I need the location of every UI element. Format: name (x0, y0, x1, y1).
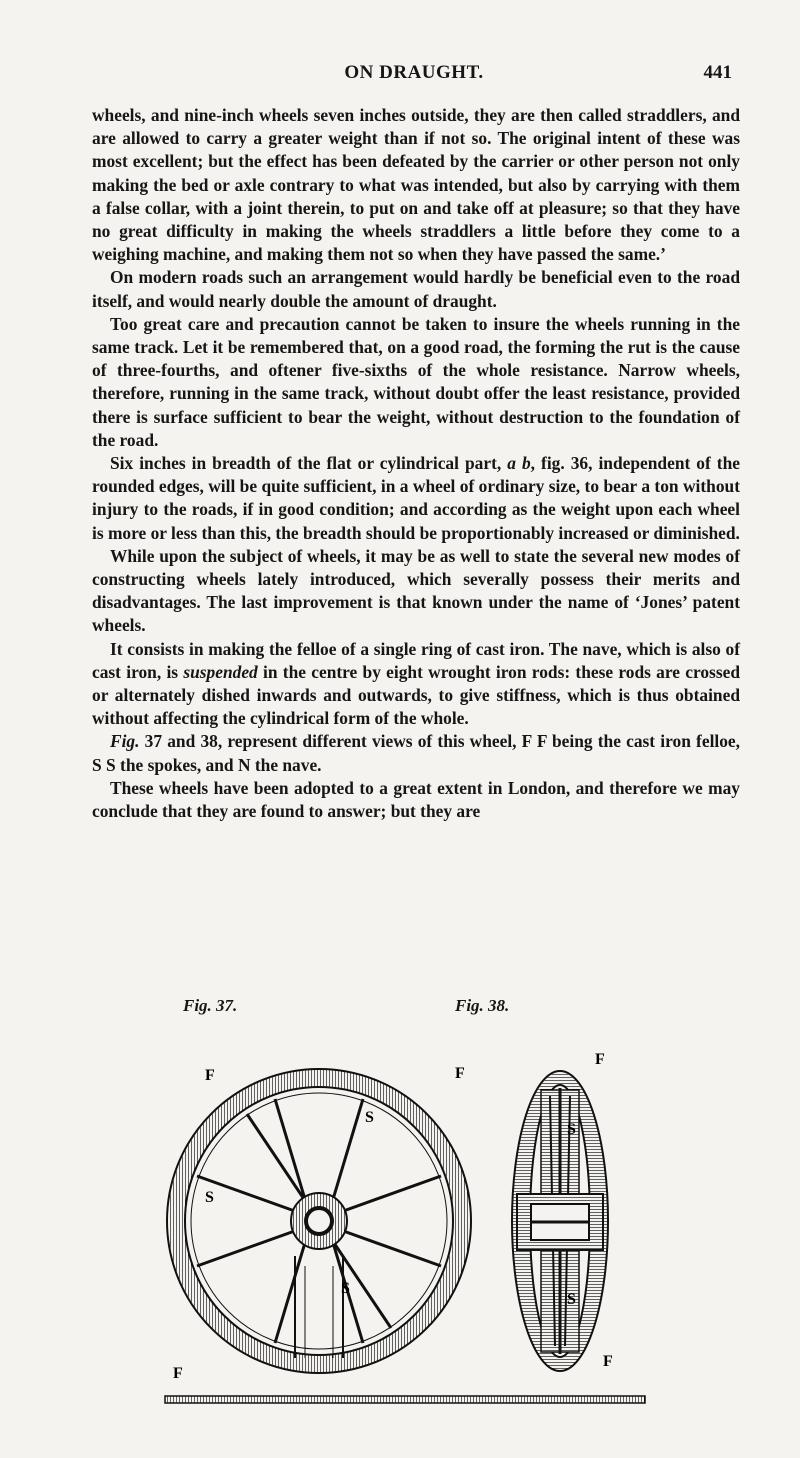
page-header (96, 62, 732, 92)
fig37-label-s: S (205, 1189, 214, 1206)
ground-line (165, 1396, 645, 1403)
fig38-label-s: S (567, 1291, 576, 1308)
italic-text: suspended (183, 661, 258, 682)
paragraph (92, 777, 740, 823)
fig-38-caption: Fig. 38. (455, 996, 510, 1015)
text-run: 37 and 38, represent different views of this wheel, F F being the cast iron felloe, S S the spokes, and N the nave. (92, 731, 740, 775)
paragraph (92, 545, 740, 638)
fig37-label-f: F (205, 1067, 215, 1084)
paragraph (92, 638, 740, 731)
wheel-illustration (155, 996, 655, 1426)
text-run: While upon the subject of wheels, it may be as well to state the several new modes of constructing wheels lately introduced, which severally possess their merits and disadvantages. The last improvement is that known under the name of ‘Jones’ patent wheels. (92, 545, 740, 636)
paragraph (92, 313, 740, 452)
fig37-label-f: F (173, 1365, 183, 1382)
fig-37-wheel (167, 1069, 471, 1373)
text-run: wheels, and nine-inch wheels seven inches outside, they are then called straddlers, and are allowed to carry a greater weight than if not so. The original intent of these was most excellent; but the effect has been defeated by the carrier or other person not only making the bed or axle contrary to what was intended, but also by carrying with them a false collar, with a joint therein, to put on and take off at pleasure; so that they have no great difficulty in making the wheels straddlers a little before they come to a weighing machine, and making them not so when they have passed the same.’ (92, 105, 740, 265)
text-run: in the centre by eight wrought iron rods: these rods are crossed or alternately dished inwards and outwards, to give stiffness, which is thus obtained without affecting the cylindrical form of the whole. (92, 661, 740, 729)
fig37-label-s: S (365, 1109, 374, 1126)
fig38-label-f: F (603, 1353, 613, 1370)
figures (155, 996, 655, 1426)
text-run: These wheels have been adopted to a great extent in London, and therefore we may conclude that they are found to answer; but they are (92, 777, 740, 822)
fig37-label-s: S (341, 1280, 350, 1297)
fig38-label-f: F (595, 1051, 605, 1068)
italic-text: a b (507, 453, 531, 474)
body-text (92, 104, 740, 823)
text-run: , fig. 36, independent of the rounded edges, will be quite sufficient, in a wheel of ordinary size, to bear a ton without injury to the roads, if in good condition; and according as the weight upon each wheel is more or less than this, the breadth should be proportionably increased or diminished. (92, 453, 740, 543)
text-run: Too great care and precaution cannot be taken to insure the wheels running in the same track. Let it be remembered that, on a good road, the forming the rut is the cause of three-fourths, and oftener five-sixths of the whole resistance. Narrow wheels, therefore, running in the same track, without doubt offer the least resistance, provided there is surface sufficient to bear the weight, without destruction to the foundation of the road. (92, 313, 740, 450)
fig-38-wheel (512, 1071, 608, 1371)
paragraph (92, 730, 740, 776)
paragraph (92, 452, 740, 545)
text-run: On modern roads such an arrangement would hardly be beneficial even to the road itself, and would nearly double the amount of draught. (92, 267, 740, 311)
paragraph (92, 266, 740, 312)
text-run: It consists in making the felloe of a single ring of cast iron. The nave, which is also of cast iron, is (92, 638, 740, 682)
fig38-label-s: S (567, 1121, 576, 1138)
fig-37-caption: Fig. 37. (183, 996, 238, 1015)
running-head: ON DRAUGHT. (344, 62, 484, 83)
paragraph (92, 104, 740, 266)
fig37-label-f: F (455, 1065, 465, 1082)
page-number: 441 (703, 62, 732, 83)
italic-text: Fig. (110, 731, 140, 752)
text-run: Six inches in breadth of the flat or cylindrical part, (110, 453, 508, 474)
